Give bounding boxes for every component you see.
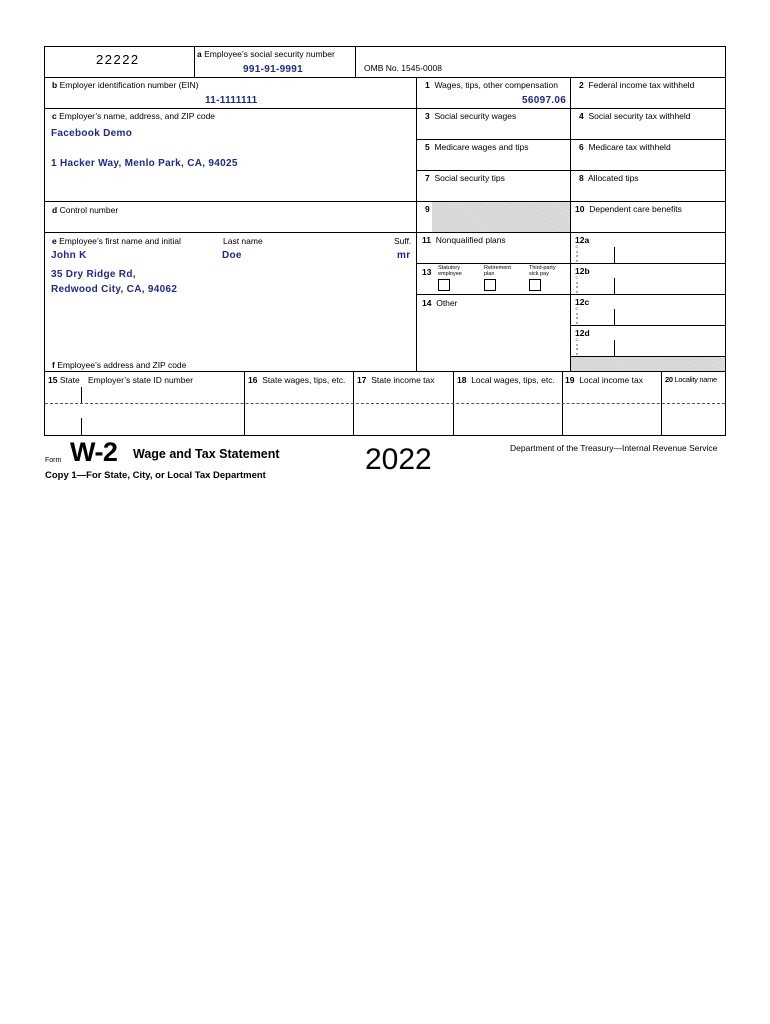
box12d-code-field[interactable] bbox=[582, 339, 614, 355]
employee-first-label: Employee’s first name and initial bbox=[59, 236, 181, 246]
box12b-amount-field[interactable] bbox=[616, 277, 724, 293]
box3-number: 3 bbox=[425, 111, 430, 121]
box17-label bbox=[357, 375, 435, 385]
box12d-code-caption: C o d e bbox=[575, 337, 579, 356]
omb-number: OMB No. 1545-0008 bbox=[364, 63, 442, 73]
box11-text: Nonqualified plans bbox=[435, 235, 506, 245]
box12a-code-caption: C o d e bbox=[575, 244, 579, 263]
box9-number: 9 bbox=[425, 204, 430, 214]
box16-label bbox=[248, 375, 345, 385]
tax-year: 2022 bbox=[365, 443, 432, 476]
box2-label bbox=[579, 80, 694, 90]
box16-number: 16 bbox=[248, 375, 258, 385]
box6-label bbox=[579, 142, 671, 152]
employee-address-line2[interactable]: Redwood City, CA, 94062 bbox=[51, 284, 178, 295]
box15-id-label: Employer’s state ID number bbox=[88, 375, 194, 385]
box1-field[interactable]: 56097.06 bbox=[522, 95, 567, 106]
box7-number: 7 bbox=[425, 173, 430, 183]
employee-address-label: Employee’s address and ZIP code bbox=[57, 360, 187, 370]
box14-number: 14 bbox=[422, 298, 432, 308]
state-tax-field-1[interactable] bbox=[355, 387, 452, 402]
box4-text: Social security tax withheld bbox=[588, 111, 691, 121]
employee-last-label: Last name bbox=[223, 236, 263, 246]
box12b-code-field[interactable] bbox=[582, 277, 614, 293]
ein-label: Employer identification number (EIN) bbox=[59, 80, 199, 90]
box15-state-text: State bbox=[59, 375, 80, 385]
form-name: W-2 bbox=[70, 437, 118, 467]
box16-text: State wages, tips, etc. bbox=[262, 375, 346, 385]
box8-text: Allocated tips bbox=[588, 173, 639, 183]
box12-shaded-end bbox=[571, 357, 725, 371]
box12b-label: 12b bbox=[575, 266, 590, 276]
control-label: Control number bbox=[59, 205, 119, 215]
state-id-field-2[interactable] bbox=[83, 405, 242, 434]
box19-number: 19 bbox=[565, 375, 575, 385]
locality-name-field-1[interactable] bbox=[663, 387, 724, 402]
local-tax-field-1[interactable] bbox=[564, 387, 660, 402]
box3-label bbox=[425, 111, 516, 121]
employer-address-field[interactable]: 1 Hacker Way, Menlo Park, CA, 94025 bbox=[51, 158, 238, 169]
employee-suffix-label: Suff. bbox=[394, 236, 412, 246]
ein-label-wrap bbox=[52, 80, 198, 90]
box19-label bbox=[565, 375, 643, 385]
box7-text: Social security tips bbox=[434, 173, 505, 183]
employer-name-field[interactable]: Facebook Demo bbox=[51, 128, 133, 139]
ein-letter: b bbox=[52, 80, 58, 90]
box12c-code-caption: C o d e bbox=[575, 306, 579, 325]
department-label: Department of the Treasury—Internal Revenue Service bbox=[510, 443, 718, 453]
box11-label bbox=[422, 235, 506, 245]
employee-address-label-wrap bbox=[52, 360, 186, 370]
box18-number: 18 bbox=[457, 375, 467, 385]
box1-text: Wages, tips, other compensation bbox=[434, 80, 558, 90]
employee-suffix-field[interactable]: mr bbox=[397, 250, 411, 261]
box12b-code-caption: C o d e bbox=[575, 275, 579, 294]
locality-name-field-2[interactable] bbox=[663, 405, 724, 434]
ssn-label-wrap bbox=[197, 49, 335, 59]
box17-number: 17 bbox=[357, 375, 367, 385]
box5-label bbox=[425, 142, 529, 152]
state-id-field-1[interactable] bbox=[83, 387, 242, 402]
box18-text: Local wages, tips, etc. bbox=[471, 375, 555, 385]
box5-text: Medicare wages and tips bbox=[434, 142, 529, 152]
box8-number: 8 bbox=[579, 173, 584, 183]
box15-number: 15 bbox=[48, 375, 58, 385]
state-wages-field-1[interactable] bbox=[246, 387, 352, 402]
void-code: 22222 bbox=[96, 52, 140, 67]
control-letter: d bbox=[52, 205, 58, 215]
control-label-wrap bbox=[52, 205, 118, 215]
box12c-code-field[interactable] bbox=[582, 308, 614, 324]
box11-number: 11 bbox=[422, 235, 431, 245]
employer-letter: c bbox=[52, 111, 57, 121]
box10-number: 10 bbox=[575, 204, 585, 214]
box12c-label: 12c bbox=[575, 297, 590, 307]
box19-text: Local income tax bbox=[579, 375, 643, 385]
form-word: Form bbox=[45, 457, 62, 464]
employee-last-field[interactable]: Doe bbox=[222, 250, 242, 261]
box2-number: 2 bbox=[579, 80, 584, 90]
box12d-label: 12d bbox=[575, 328, 590, 338]
box9-label bbox=[425, 204, 430, 214]
box1-number: 1 bbox=[425, 80, 430, 90]
box6-number: 6 bbox=[579, 142, 584, 152]
box18-label bbox=[457, 375, 555, 385]
box9-shaded bbox=[432, 202, 570, 232]
box4-number: 4 bbox=[579, 111, 584, 121]
state-tax-field-2[interactable] bbox=[355, 405, 452, 434]
state-field-1[interactable] bbox=[46, 387, 80, 402]
box12a-label: 12a bbox=[575, 235, 590, 245]
box15-label bbox=[48, 375, 80, 385]
ssn-field[interactable]: 991-91-9991 bbox=[243, 64, 304, 75]
state-wages-field-2[interactable] bbox=[246, 405, 352, 434]
employee-address-line1[interactable]: 35 Dry Ridge Rd, bbox=[51, 269, 136, 280]
box13-statutory-label: Statutory employee bbox=[438, 265, 462, 277]
box5-number: 5 bbox=[425, 142, 430, 152]
box7-label bbox=[425, 173, 505, 183]
box20-label bbox=[665, 375, 717, 385]
box6-text: Medicare tax withheld bbox=[588, 142, 671, 152]
ein-field[interactable]: 11-1111111 bbox=[205, 95, 258, 106]
retirement-plan-checkbox[interactable] bbox=[484, 279, 496, 291]
box14-text: Other bbox=[436, 298, 458, 308]
ssn-letter: a bbox=[197, 49, 202, 59]
box10-text: Dependent care benefits bbox=[589, 204, 682, 214]
box20-text: Locality name bbox=[674, 375, 717, 384]
box13-retirement-label: Retirement plan bbox=[484, 265, 511, 277]
local-tax-field-2[interactable] bbox=[564, 405, 660, 434]
local-wages-field-1[interactable] bbox=[455, 387, 561, 402]
employee-first-field[interactable]: John K bbox=[51, 250, 87, 261]
box12c-amount-field[interactable] bbox=[616, 308, 724, 324]
box4-label bbox=[579, 111, 691, 121]
box12a-code-field[interactable] bbox=[582, 246, 614, 262]
box1-label bbox=[425, 80, 558, 90]
local-wages-field-2[interactable] bbox=[455, 405, 561, 434]
third-party-sick-pay-checkbox[interactable] bbox=[529, 279, 541, 291]
box10-label bbox=[575, 204, 682, 214]
box14-field[interactable] bbox=[420, 310, 566, 368]
employee-first-label-wrap bbox=[52, 236, 181, 246]
box12a-amount-field[interactable] bbox=[616, 246, 724, 262]
state-field-2[interactable] bbox=[46, 405, 80, 434]
box2-text: Federal income tax withheld bbox=[588, 80, 695, 90]
box14-label bbox=[422, 298, 457, 308]
ssn-label: Employee’s social security number bbox=[204, 49, 335, 59]
box17-text: State income tax bbox=[371, 375, 435, 385]
box13-number: 13 bbox=[422, 267, 432, 277]
statutory-employee-checkbox[interactable] bbox=[438, 279, 450, 291]
form-title: Wage and Tax Statement bbox=[133, 447, 280, 461]
box3-text: Social security wages bbox=[434, 111, 517, 121]
employee-letter: e bbox=[52, 236, 57, 246]
employee-address-letter: f bbox=[52, 360, 55, 370]
box13-thirdparty-label: Third-party sick pay bbox=[529, 265, 556, 277]
box12d-amount-field[interactable] bbox=[616, 339, 724, 355]
employer-label-wrap bbox=[52, 111, 215, 121]
copy-label: Copy 1—For State, City, or Local Tax Department bbox=[45, 470, 266, 481]
employer-label: Employer’s name, address, and ZIP code bbox=[59, 111, 216, 121]
box8-label bbox=[579, 173, 639, 183]
box20-number: 20 bbox=[665, 375, 673, 384]
